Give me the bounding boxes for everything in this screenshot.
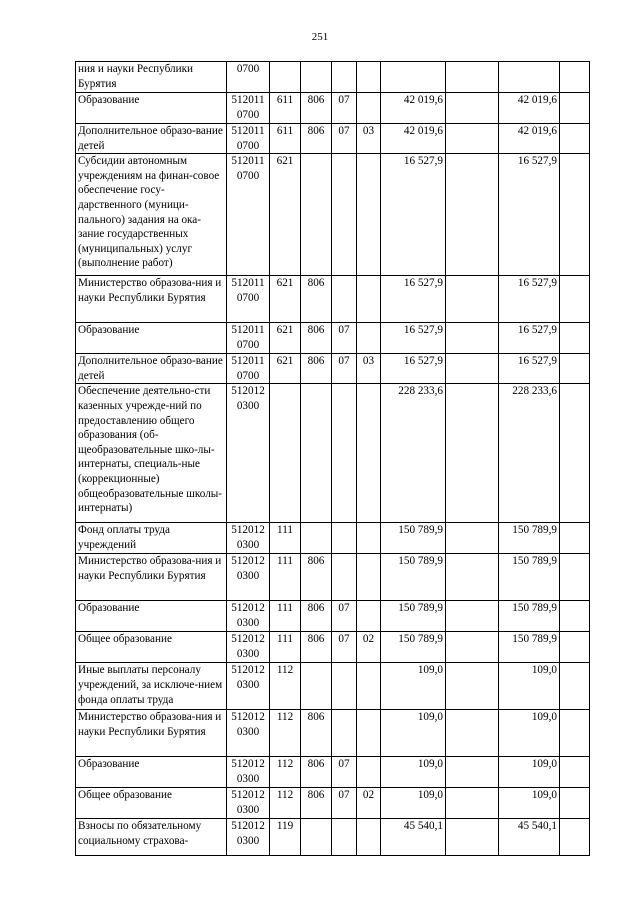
subsection-code-cell	[357, 323, 381, 354]
expense-type-cell: 111	[270, 523, 301, 554]
target-article-cell: 512011 0700	[227, 276, 270, 323]
amount-total-cell: 150 789,9	[381, 554, 446, 601]
amount-empty-cell	[446, 384, 499, 523]
amount-total-cell: 109,0	[381, 663, 446, 710]
target-article-cell: 512011 0700	[227, 354, 270, 384]
amount-last-cell	[560, 819, 590, 856]
section-code-cell	[332, 384, 357, 523]
amount-last-cell	[560, 554, 590, 601]
table-row	[76, 710, 590, 757]
expense-type-cell: 112	[270, 788, 301, 819]
subsection-code-cell	[357, 710, 381, 757]
table-row	[76, 62, 590, 93]
subsection-code-cell	[357, 62, 381, 93]
table-row	[76, 554, 590, 601]
subsection-code-cell: 02	[357, 788, 381, 819]
amount-budget-cell: 16 527,9	[499, 354, 560, 384]
subsection-code-cell	[357, 384, 381, 523]
target-article-cell: 512011 0700	[227, 154, 270, 276]
amount-empty-cell	[446, 757, 499, 788]
amount-empty-cell	[446, 154, 499, 276]
amount-budget-cell: 150 789,9	[499, 523, 560, 554]
target-article-cell: 512012 0300	[227, 819, 270, 856]
amount-total-cell: 150 789,9	[381, 523, 446, 554]
amount-empty-cell	[446, 62, 499, 93]
amount-budget-cell: 42 019,6	[499, 124, 560, 154]
row-name-cell: Министерство образова-ния и науки Республики Бурятия	[76, 554, 227, 601]
table-row	[76, 124, 590, 154]
table-row	[76, 819, 590, 856]
row-name-cell: Дополнительное образо-вание детей	[76, 354, 227, 384]
table-row	[76, 788, 590, 819]
row-name-cell: ния и науки Республики Бурятия	[76, 62, 227, 93]
ministry-code-cell: 806	[301, 124, 332, 154]
ministry-code-cell: 806	[301, 323, 332, 354]
ministry-code-cell: 806	[301, 788, 332, 819]
subsection-code-cell	[357, 819, 381, 856]
ministry-code-cell: 806	[301, 757, 332, 788]
section-code-cell: 07	[332, 93, 357, 124]
row-name-cell: Общее образование	[76, 788, 227, 819]
subsection-code-cell	[357, 523, 381, 554]
target-article-cell: 512012 0300	[227, 632, 270, 663]
target-article-cell: 0700	[227, 62, 270, 93]
subsection-code-cell: 02	[357, 632, 381, 663]
subsection-code-cell	[357, 757, 381, 788]
ministry-code-cell: 806	[301, 554, 332, 601]
amount-budget-cell	[499, 62, 560, 93]
expense-type-cell: 621	[270, 323, 301, 354]
ministry-code-cell	[301, 819, 332, 856]
row-name-cell: Образование	[76, 757, 227, 788]
table-row	[76, 632, 590, 663]
amount-total-cell: 16 527,9	[381, 354, 446, 384]
ministry-code-cell: 806	[301, 276, 332, 323]
table-row	[76, 523, 590, 554]
expense-type-cell: 112	[270, 663, 301, 710]
amount-last-cell	[560, 757, 590, 788]
amount-budget-cell: 16 527,9	[499, 154, 560, 276]
target-article-cell: 512012 0300	[227, 554, 270, 601]
target-article-cell: 512012 0300	[227, 663, 270, 710]
expense-type-cell: 111	[270, 601, 301, 632]
ministry-code-cell: 806	[301, 710, 332, 757]
amount-total-cell: 16 527,9	[381, 154, 446, 276]
amount-last-cell	[560, 323, 590, 354]
amount-last-cell	[560, 523, 590, 554]
amount-last-cell	[560, 276, 590, 323]
page-number: 251	[311, 31, 329, 43]
subsection-code-cell	[357, 276, 381, 323]
amount-last-cell	[560, 93, 590, 124]
section-code-cell: 07	[332, 788, 357, 819]
amount-empty-cell	[446, 601, 499, 632]
amount-total-cell: 109,0	[381, 710, 446, 757]
amount-total-cell: 45 540,1	[381, 819, 446, 856]
row-name-cell: Образование	[76, 323, 227, 354]
ministry-code-cell: 806	[301, 93, 332, 124]
amount-last-cell	[560, 154, 590, 276]
amount-last-cell	[560, 384, 590, 523]
section-code-cell	[332, 663, 357, 710]
budget-table	[75, 61, 590, 856]
table-body	[76, 62, 590, 856]
section-code-cell: 07	[332, 632, 357, 663]
amount-last-cell	[560, 62, 590, 93]
ministry-code-cell	[301, 62, 332, 93]
amount-empty-cell	[446, 124, 499, 154]
amount-budget-cell: 150 789,9	[499, 554, 560, 601]
ministry-code-cell	[301, 523, 332, 554]
section-code-cell	[332, 819, 357, 856]
expense-type-cell: 111	[270, 554, 301, 601]
subsection-code-cell	[357, 601, 381, 632]
row-name-cell: Образование	[76, 93, 227, 124]
amount-budget-cell: 109,0	[499, 710, 560, 757]
subsection-code-cell: 03	[357, 124, 381, 154]
table-row	[76, 663, 590, 710]
expense-type-cell: 111	[270, 632, 301, 663]
ministry-code-cell	[301, 384, 332, 523]
amount-budget-cell: 16 527,9	[499, 323, 560, 354]
amount-empty-cell	[446, 788, 499, 819]
amount-total-cell: 228 233,6	[381, 384, 446, 523]
subsection-code-cell: 03	[357, 354, 381, 384]
section-code-cell	[332, 154, 357, 276]
expense-type-cell: 621	[270, 154, 301, 276]
subsection-code-cell	[357, 663, 381, 710]
table-row	[76, 384, 590, 523]
section-code-cell	[332, 523, 357, 554]
row-name-cell: Иные выплаты персоналу учреждений, за исключе-нием фонда оплаты труда	[76, 663, 227, 710]
ministry-code-cell: 806	[301, 601, 332, 632]
amount-last-cell	[560, 632, 590, 663]
section-code-cell: 07	[332, 601, 357, 632]
table-row	[76, 601, 590, 632]
amount-budget-cell: 109,0	[499, 663, 560, 710]
amount-total-cell: 42 019,6	[381, 93, 446, 124]
amount-last-cell	[560, 354, 590, 384]
row-name-cell: Общее образование	[76, 632, 227, 663]
ministry-code-cell	[301, 154, 332, 276]
amount-total-cell: 42 019,6	[381, 124, 446, 154]
table-row	[76, 757, 590, 788]
section-code-cell: 07	[332, 757, 357, 788]
target-article-cell: 512012 0300	[227, 601, 270, 632]
target-article-cell: 512012 0300	[227, 710, 270, 757]
expense-type-cell: 112	[270, 710, 301, 757]
table-row	[76, 154, 590, 276]
amount-empty-cell	[446, 554, 499, 601]
amount-empty-cell	[446, 93, 499, 124]
amount-budget-cell: 42 019,6	[499, 93, 560, 124]
expense-type-cell	[270, 384, 301, 523]
table-row	[76, 354, 590, 384]
row-name-cell: Министерство образова-ния и науки Республики Бурятия	[76, 276, 227, 323]
row-name-cell: Дополнительное образо-вание детей	[76, 124, 227, 154]
expense-type-cell: 621	[270, 354, 301, 384]
amount-total-cell: 150 789,9	[381, 601, 446, 632]
section-code-cell: 07	[332, 354, 357, 384]
row-name-cell: Субсидии автономным учреждениям на финан-совое обеспечение госу-дарственного (муници-пального) задания на ока-зание государственных (муниципальных) услуг (выполнение работ)	[76, 154, 227, 276]
amount-total-cell: 150 789,9	[381, 632, 446, 663]
amount-budget-cell: 16 527,9	[499, 276, 560, 323]
amount-empty-cell	[446, 276, 499, 323]
table-row	[76, 276, 590, 323]
row-name-cell: Фонд оплаты труда учреждений	[76, 523, 227, 554]
amount-last-cell	[560, 663, 590, 710]
subsection-code-cell	[357, 554, 381, 601]
amount-total-cell: 16 527,9	[381, 323, 446, 354]
target-article-cell: 512012 0300	[227, 757, 270, 788]
ministry-code-cell: 806	[301, 354, 332, 384]
section-code-cell	[332, 62, 357, 93]
section-code-cell	[332, 710, 357, 757]
amount-empty-cell	[446, 632, 499, 663]
amount-empty-cell	[446, 323, 499, 354]
amount-total-cell: 109,0	[381, 757, 446, 788]
amount-budget-cell: 109,0	[499, 788, 560, 819]
target-article-cell: 512011 0700	[227, 323, 270, 354]
ministry-code-cell	[301, 663, 332, 710]
amount-last-cell	[560, 710, 590, 757]
ministry-code-cell: 806	[301, 632, 332, 663]
amount-empty-cell	[446, 354, 499, 384]
expense-type-cell: 611	[270, 93, 301, 124]
amount-total-cell: 16 527,9	[381, 276, 446, 323]
target-article-cell: 512011 0700	[227, 93, 270, 124]
amount-budget-cell: 45 540,1	[499, 819, 560, 856]
amount-last-cell	[560, 124, 590, 154]
amount-empty-cell	[446, 819, 499, 856]
row-name-cell: Министерство образова-ния и науки Республики Бурятия	[76, 710, 227, 757]
table-row	[76, 323, 590, 354]
target-article-cell: 512011 0700	[227, 124, 270, 154]
amount-total-cell: 109,0	[381, 788, 446, 819]
amount-last-cell	[560, 788, 590, 819]
target-article-cell: 512012 0300	[227, 788, 270, 819]
section-code-cell: 07	[332, 323, 357, 354]
subsection-code-cell	[357, 93, 381, 124]
expense-type-cell: 112	[270, 757, 301, 788]
expense-type-cell	[270, 62, 301, 93]
expense-type-cell: 119	[270, 819, 301, 856]
amount-last-cell	[560, 601, 590, 632]
amount-empty-cell	[446, 710, 499, 757]
amount-empty-cell	[446, 523, 499, 554]
row-name-cell: Образование	[76, 601, 227, 632]
row-name-cell: Взносы по обязательному социальному страхова-	[76, 819, 227, 856]
row-name-cell: Обеспечение деятельно-сти казенных учрежде-ний по предоставлению общего образования (об-щеобразовательные шко-лы-интернаты, специаль-ные (коррекционные) общеобразовательные школы-интернаты)	[76, 384, 227, 523]
target-article-cell: 512012 0300	[227, 384, 270, 523]
section-code-cell	[332, 554, 357, 601]
table-row	[76, 93, 590, 124]
amount-empty-cell	[446, 663, 499, 710]
amount-budget-cell: 150 789,9	[499, 601, 560, 632]
section-code-cell	[332, 276, 357, 323]
target-article-cell: 512012 0300	[227, 523, 270, 554]
subsection-code-cell	[357, 154, 381, 276]
section-code-cell: 07	[332, 124, 357, 154]
amount-budget-cell: 228 233,6	[499, 384, 560, 523]
amount-budget-cell: 109,0	[499, 757, 560, 788]
amount-total-cell	[381, 62, 446, 93]
amount-budget-cell: 150 789,9	[499, 632, 560, 663]
expense-type-cell: 611	[270, 124, 301, 154]
expense-type-cell: 621	[270, 276, 301, 323]
